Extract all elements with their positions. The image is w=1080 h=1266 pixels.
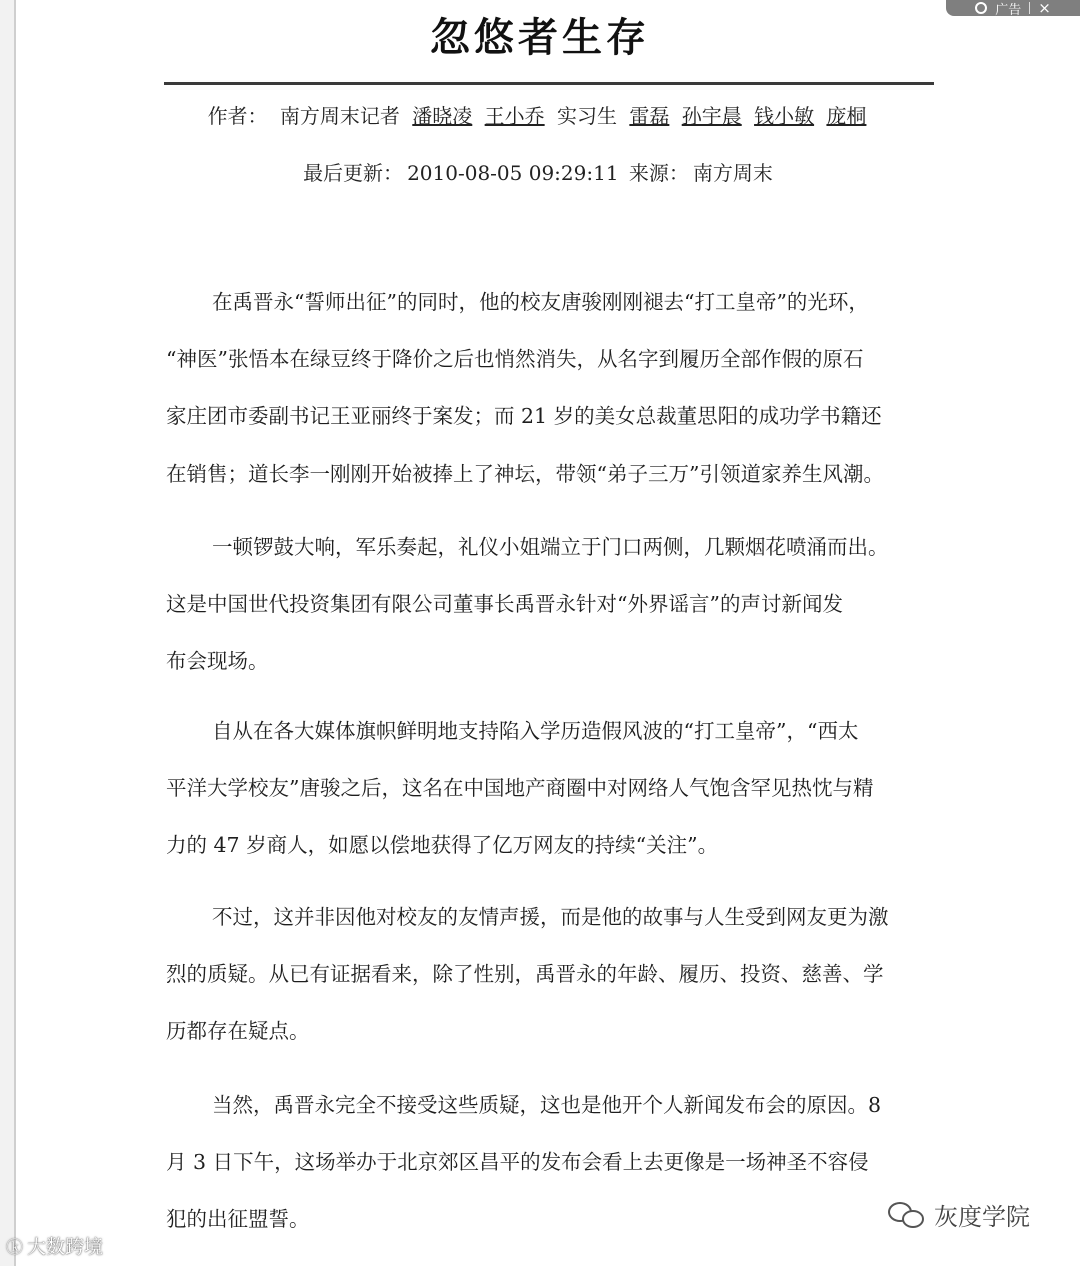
text-line: 当然，禹晋永完全不接受这些质疑，这也是他开个人新闻发布会的原因。8 xyxy=(212,1093,882,1117)
text-line: “神医”张悟本在绿豆终于降价之后也悄然消失，从名字到履历全部作假的原石 xyxy=(166,347,864,371)
ad-close-icon[interactable]: × xyxy=(1038,0,1051,17)
source-value: 南方周末 xyxy=(692,161,773,185)
intern-link[interactable]: 雷磊 xyxy=(629,104,670,128)
text-line: 在禹晋永“誓师出征”的同时，他的校友唐骏刚刚褪去“打工皇帝”的光环， xyxy=(212,290,869,314)
text-line: 烈的质疑。从已有证据看来，除了性别，禹晋永的年龄、履历、投资、慈善、学 xyxy=(166,962,884,986)
ad-label: 广告 xyxy=(995,2,1022,18)
text-line: 这是中国世代投资集团有限公司董事长禹晋永针对“外界谣言”的声讨新闻发 xyxy=(166,592,843,616)
watermark-right xyxy=(888,1197,1030,1232)
text-line: 历都存在疑点。 xyxy=(166,1019,310,1043)
text-line: 平洋大学校友”唐骏之后，这名在中国地产商圈中对网络人气饱含罕见热忱与精 xyxy=(166,776,874,800)
intern-link[interactable]: 庞桐 xyxy=(826,104,867,128)
text-line: 月 3 日下午，这场举办于北京郊区昌平的发布会看上去更像是一场神圣不容侵 xyxy=(166,1150,869,1174)
watermark-left xyxy=(6,1232,103,1259)
text-line: 布会现场。 xyxy=(166,649,269,673)
reporter-link[interactable]: 王小乔 xyxy=(484,104,545,128)
title-divider xyxy=(164,82,934,85)
text-line: 不过，这并非因他对校友的友情声援，而是他的故事与人生受到网友更为激 xyxy=(212,905,889,929)
intern-link[interactable]: 孙宇晨 xyxy=(681,104,742,128)
source-label: 来源： xyxy=(628,161,689,185)
byline xyxy=(0,100,1080,129)
byline-label: 作者： xyxy=(207,104,268,128)
left-frame-edge xyxy=(0,0,16,1266)
updated-label: 最后更新： xyxy=(303,161,404,185)
text-line: 一顿锣鼓大响，军乐奏起，礼仪小姐端立于门口两侧，几颗烟花喷涌而出。 xyxy=(212,535,889,559)
watermark-right-text: 灰度学院 xyxy=(934,1203,1030,1231)
updated-value: 2010-08-05 09:29:11 xyxy=(407,161,619,185)
text-line: 犯的出征盟誓。 xyxy=(166,1207,310,1231)
intern-label: 实习生 xyxy=(557,104,617,128)
intern-link[interactable]: 钱小敏 xyxy=(754,104,815,128)
weibo-icon: ⓚ xyxy=(6,1238,23,1258)
watermark-left-text: 大数跨境 xyxy=(27,1236,104,1258)
text-line: 家庄团市委副书记王亚丽终于案发；而 21 岁的美女总裁董思阳的成功学书籍还 xyxy=(166,404,882,428)
reporter-link[interactable]: 潘晓凌 xyxy=(412,104,473,128)
byline-org: 南方周末记者 xyxy=(279,104,400,128)
article-meta xyxy=(0,157,1080,186)
text-line: 力的 47 岁商人，如愿以偿地获得了亿万网友的持续“关注”。 xyxy=(166,833,719,857)
wechat-icon xyxy=(888,1200,926,1230)
article-title: 忽悠者生存 xyxy=(430,15,650,61)
text-line: 在销售；道长李一刚刚开始被捧上了神坛，带领“弟子三万”引领道家养生风潮。 xyxy=(166,462,884,486)
text-line: 自从在各大媒体旗帜鲜明地支持陷入学历造假风波的“打工皇帝”，“西太 xyxy=(212,719,859,743)
